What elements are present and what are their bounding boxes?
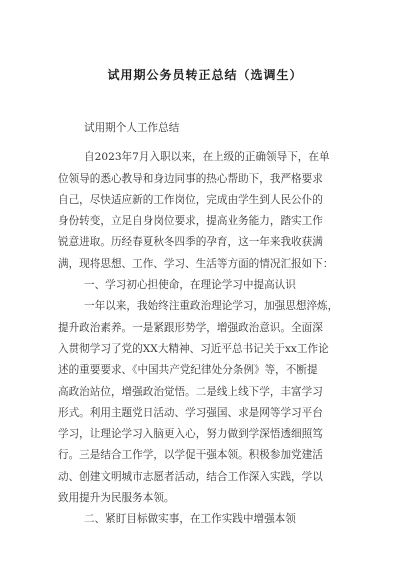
section-heading-2: 二、紧盯目标做实事，在工作实践中增强本领 (84, 513, 296, 526)
paragraph-line: 自2023年7月入职以来，在上级的正确领导下，在单 (84, 151, 330, 164)
paragraph-line: 述的重要要求、《中国共产党纪律处分条例》等，不断提 (58, 364, 318, 377)
paragraph-line: 提升政治素养。一是紧跟形势学，增强政治意识。全面深 (58, 321, 323, 334)
paragraph-line: 入贯彻学习了党的XX大精神、习近平总书记关于xx工作论 (58, 342, 329, 355)
document-body (58, 118, 358, 531)
paragraph-line: 满，现将思想、工作、学习、生活等方面的情况汇报如下： (58, 257, 334, 270)
paragraph-line: 一年以来，我始终注重政治理论学习，加强思想淬炼， (84, 300, 339, 313)
spacer (58, 139, 358, 147)
paragraph-line: 行。三是结合工作学，以学促干强本领。积极参加党建活 (58, 449, 323, 462)
section-heading-1: 一、学习初心担使命，在理论学习中提高认识 (84, 279, 296, 292)
paragraph-line: 高政治站位，增强政治觉悟。二是线上线下学，丰富学习 (58, 385, 323, 398)
paragraph-line: 锐意进取。历经春夏秋冬四季的孕育，这一年来我收获满 (58, 236, 323, 249)
paragraph-line: 动、创建文明城市志愿者活动，结合工作深入实践，学以 (58, 470, 323, 483)
paragraph-line: 自己，尽快适应新的工作岗位，完成由学生到人民公仆的 (58, 193, 323, 206)
paragraph-line: 身份转变，立足自身岗位要求，提高业务能力，踏实工作 (58, 215, 323, 228)
document-title: 试用期公务员转正总结（选调生） (107, 68, 303, 82)
paragraph-line: 致用提升为民服务本领。 (58, 492, 175, 505)
paragraph-line: 形式。利用主题党日活动、学习强国、求是网等学习平台 (58, 406, 323, 419)
paragraph-line: 位领导的悉心教导和身边同事的热心帮助下，我严格要求 (58, 172, 323, 185)
section-subtitle: 试用期个人工作总结 (84, 122, 180, 134)
paragraph-line: 学习，让理论学习入脑更入心，努力做到学深悟透细照笃 (58, 428, 323, 441)
